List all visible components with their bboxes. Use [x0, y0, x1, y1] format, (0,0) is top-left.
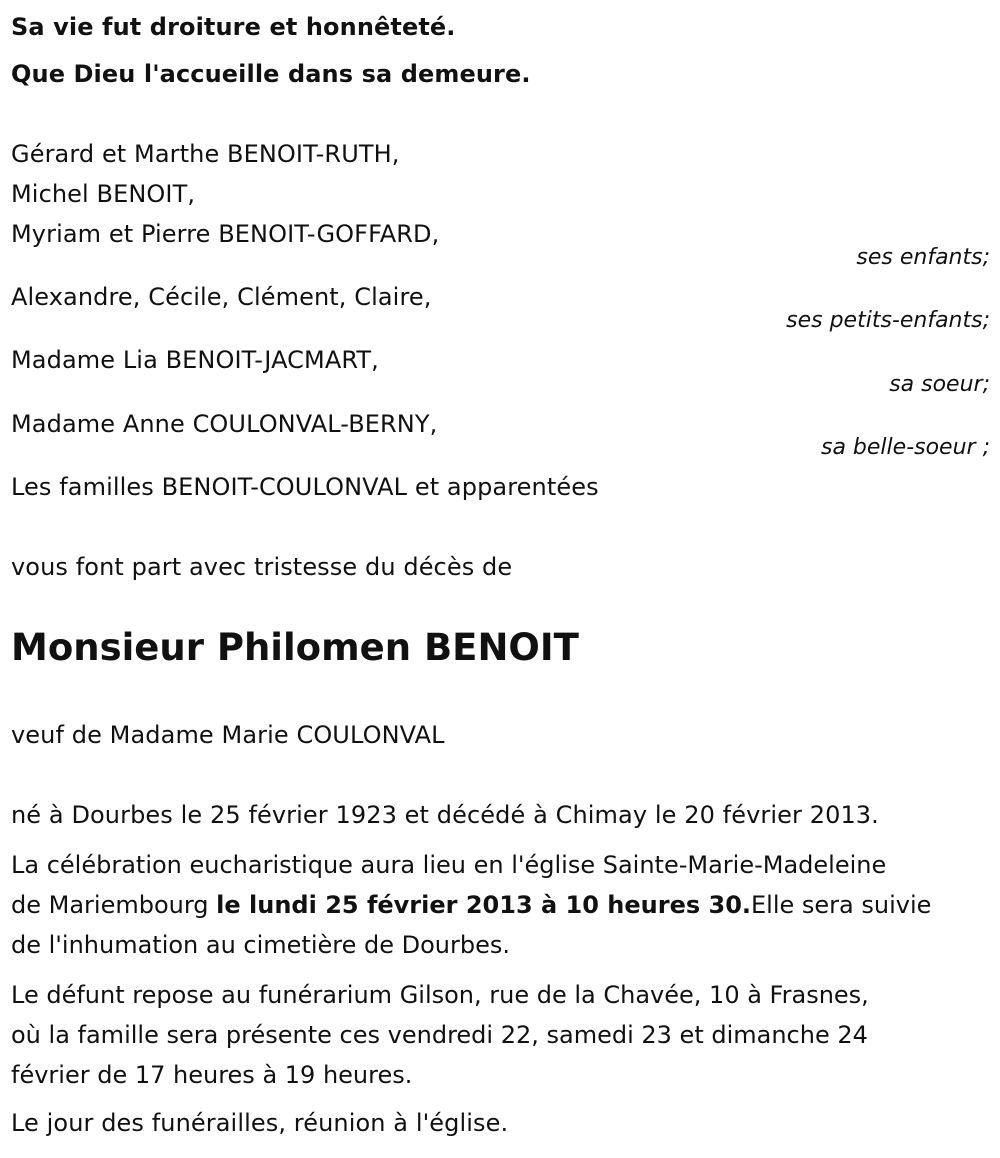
- children-role: ses enfants;: [856, 245, 990, 270]
- visitation-line-1: Le défunt repose au funérarium Gilson, rue de la Chavée, 10 à Frasnes,: [11, 981, 869, 1009]
- deceased-name: Monsieur Philomen BENOIT: [11, 626, 579, 669]
- child-entry: Gérard et Marthe BENOIT-RUTH,: [11, 140, 400, 168]
- sister-role: sa soeur;: [889, 372, 990, 397]
- epitaph-line-2: Que Dieu l'accueille dans sa demeure.: [11, 60, 531, 88]
- visitation-line-2: où la famille sera présente ces vendredi 22, samedi 23 et dimanche 24: [11, 1021, 868, 1049]
- sister-in-law-entry: Madame Anne COULONVAL-BERNY,: [11, 410, 438, 438]
- visitation-paragraph: [11, 975, 996, 1095]
- ceremony-followup: Elle sera suivie: [751, 891, 932, 919]
- grandchildren-entry: Alexandre, Cécile, Clément, Claire,: [11, 283, 432, 311]
- ceremony-line-1: La célébration eucharistique aura lieu en l'église Sainte-Marie-Madeleine: [11, 851, 887, 879]
- ceremony-line-3: de l'inhumation au cimetière de Dourbes.: [11, 931, 511, 959]
- ceremony-location: de Mariembourg: [11, 891, 217, 919]
- ceremony-paragraph: [11, 845, 996, 965]
- ceremony-datetime: le lundi 25 février 2013 à 10 heures 30.: [216, 891, 752, 919]
- announcement-intro: vous font part avec tristesse du décès de: [11, 553, 513, 581]
- ceremony-line-2: [11, 885, 996, 925]
- visitation-line-3: février de 17 heures à 19 heures.: [11, 1061, 413, 1089]
- grandchildren-role: ses petits-enfants;: [786, 308, 990, 333]
- epitaph-line-1: Sa vie fut droiture et honnêteté.: [11, 13, 456, 41]
- sister-in-law-role: sa belle-soeur ;: [821, 435, 990, 460]
- funeral-meeting-note: Le jour des funérailles, réunion à l'église.: [11, 1109, 509, 1137]
- widower-of: veuf de Madame Marie COULONVAL: [11, 721, 445, 749]
- child-entry: Myriam et Pierre BENOIT-GOFFARD,: [11, 220, 440, 248]
- child-entry: Michel BENOIT,: [11, 180, 196, 208]
- birth-death-details: né à Dourbes le 25 février 1923 et décédé à Chimay le 20 février 2013.: [11, 801, 879, 829]
- sister-entry: Madame Lia BENOIT-JACMART,: [11, 346, 379, 374]
- families-entry: Les familles BENOIT-COULONVAL et apparentées: [11, 473, 599, 501]
